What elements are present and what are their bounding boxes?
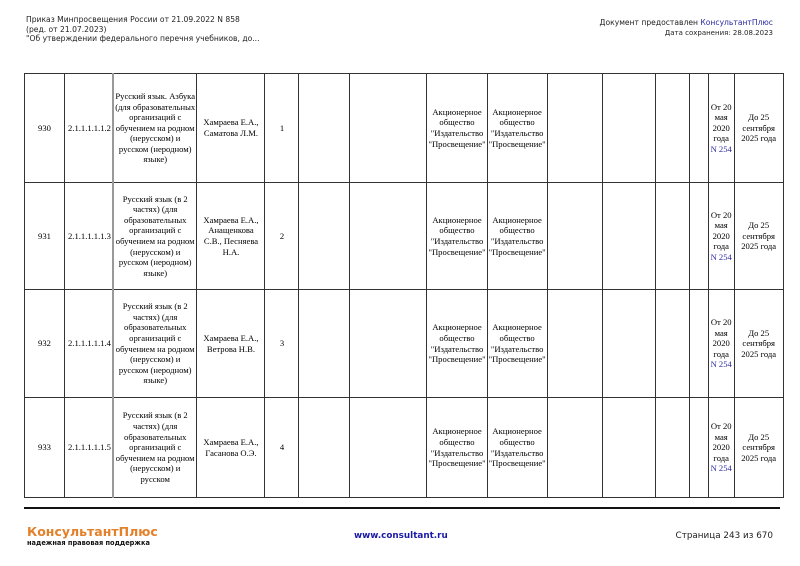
textbook-title: Русский язык (в 2 частях) (для образовательных организаций с обучением на родном (нерусском) и русском (неродном) языке) — [113, 290, 197, 398]
order-link[interactable]: N 254 — [710, 463, 732, 474]
footer-url-link[interactable]: www.consultant.ru — [354, 531, 448, 541]
table-row — [25, 183, 784, 290]
publisher-legal-name: Акционерное общество "Издательство "Просвещение" — [487, 183, 547, 290]
empty-cell — [299, 290, 350, 398]
consultant-logo — [27, 525, 158, 548]
table-row — [25, 74, 784, 183]
empty-cell — [602, 183, 655, 290]
document-title-line3: "Об утверждении федерального перечня учебников, до... — [26, 34, 260, 43]
textbook-grade: 1 — [265, 74, 299, 183]
empty-cell — [689, 398, 708, 498]
textbook-code: 2.1.1.1.1.1.4 — [65, 290, 113, 398]
empty-cell — [350, 183, 427, 290]
save-date: Дата сохранения: 28.08.2023 — [664, 29, 773, 37]
order-date: От 20 мая 2020 года — [710, 101, 732, 144]
valid-until: До 25 сентября 2025 года — [734, 398, 783, 498]
empty-cell — [350, 74, 427, 183]
footer-tagline: надежная правовая поддержка — [27, 539, 150, 547]
row-number: 930 — [25, 74, 65, 183]
page-counter: Страница 243 из 670 — [675, 531, 773, 541]
textbook-title: Русский язык (в 2 частях) (для образовательных организаций с обучением на родном (нерусском) и русском (неродном) языке) — [113, 183, 197, 290]
empty-cell — [547, 398, 602, 498]
empty-cell — [602, 398, 655, 498]
textbook-authors: Хамраева Е.А., Гасанова О.Э. — [197, 398, 265, 498]
publisher-name: Акционерное общество "Издательство "Просвещение" — [427, 74, 487, 183]
provided-by-label: Документ предоставлен — [599, 18, 701, 27]
textbook-grade: 2 — [265, 183, 299, 290]
publisher-name: Акционерное общество "Издательство "Просвещение" — [427, 398, 487, 498]
order-reference — [708, 183, 734, 290]
row-number: 931 — [25, 183, 65, 290]
textbook-table — [24, 73, 784, 498]
textbook-grade: 3 — [265, 290, 299, 398]
textbook-authors: Хамраева Е.А., Саматова Л.М. — [197, 74, 265, 183]
publisher-legal-name: Акционерное общество "Издательство "Просвещение" — [487, 398, 547, 498]
textbook-code: 2.1.1.1.1.1.5 — [65, 398, 113, 498]
order-date: От 20 мая 2020 года — [710, 317, 732, 359]
empty-cell — [547, 183, 602, 290]
document-header-left — [26, 15, 260, 44]
valid-until: До 25 сентября 2025 года — [734, 290, 783, 398]
empty-cell — [299, 398, 350, 498]
empty-cell — [602, 290, 655, 398]
document-header-right — [600, 18, 773, 38]
document-title-line2: (ред. от 21.07.2023) — [26, 24, 107, 34]
order-link[interactable]: N 254 — [710, 359, 732, 370]
row-number: 933 — [25, 398, 65, 498]
publisher-name: Акционерное общество "Издательство "Просвещение" — [427, 183, 487, 290]
empty-cell — [547, 290, 602, 398]
table-row — [25, 290, 784, 398]
row-number: 932 — [25, 290, 65, 398]
order-date: От 20 мая 2020 года — [710, 421, 732, 463]
order-reference — [708, 290, 734, 398]
textbook-title: Русский язык. Азбука (для образовательных организаций с обучением на родном (нерусском) и русском (неродном) языке) — [113, 74, 197, 183]
textbook-code: 2.1.1.1.1.1.2 — [65, 74, 113, 183]
textbook-code: 2.1.1.1.1.1.3 — [65, 183, 113, 290]
order-link[interactable]: N 254 — [710, 251, 732, 262]
order-link[interactable]: N 254 — [710, 143, 732, 154]
textbook-authors: Хамраева Е.А., Ветрова Н.В. — [197, 290, 265, 398]
valid-until: До 25 сентября 2025 года — [734, 183, 783, 290]
empty-cell — [350, 398, 427, 498]
empty-cell — [602, 74, 655, 183]
textbook-title: Русский язык (в 2 частях) (для образовательных организаций с обучением на родном (нерусском) и русском — [113, 398, 197, 498]
footer-divider — [24, 507, 780, 509]
empty-cell — [350, 290, 427, 398]
publisher-legal-name: Акционерное общество "Издательство "Просвещение" — [487, 74, 547, 183]
empty-cell — [655, 74, 689, 183]
document-title-line1: Приказ Минпросвещения России от 21.09.2022 N 858 — [26, 15, 240, 24]
table-row — [25, 398, 784, 498]
textbook-grade: 4 — [265, 398, 299, 498]
order-date: От 20 мая 2020 года — [710, 209, 732, 252]
order-reference — [708, 398, 734, 498]
consultant-brand-link[interactable]: КонсультантПлюс — [700, 18, 773, 27]
order-reference — [708, 74, 734, 183]
valid-until: До 25 сентября 2025 года — [734, 74, 783, 183]
empty-cell — [689, 183, 708, 290]
empty-cell — [689, 290, 708, 398]
empty-cell — [547, 74, 602, 183]
empty-cell — [299, 74, 350, 183]
empty-cell — [655, 398, 689, 498]
empty-cell — [689, 74, 708, 183]
empty-cell — [655, 183, 689, 290]
empty-cell — [655, 290, 689, 398]
footer-brand: КонсультантПлюс — [27, 524, 158, 539]
empty-cell — [299, 183, 350, 290]
publisher-name: Акционерное общество "Издательство "Просвещение" — [427, 290, 487, 398]
textbook-authors: Хамраева Е.А., Анащенкова С.В., Песняева Н.А. — [197, 183, 265, 290]
publisher-legal-name: Акционерное общество "Издательство "Просвещение" — [487, 290, 547, 398]
